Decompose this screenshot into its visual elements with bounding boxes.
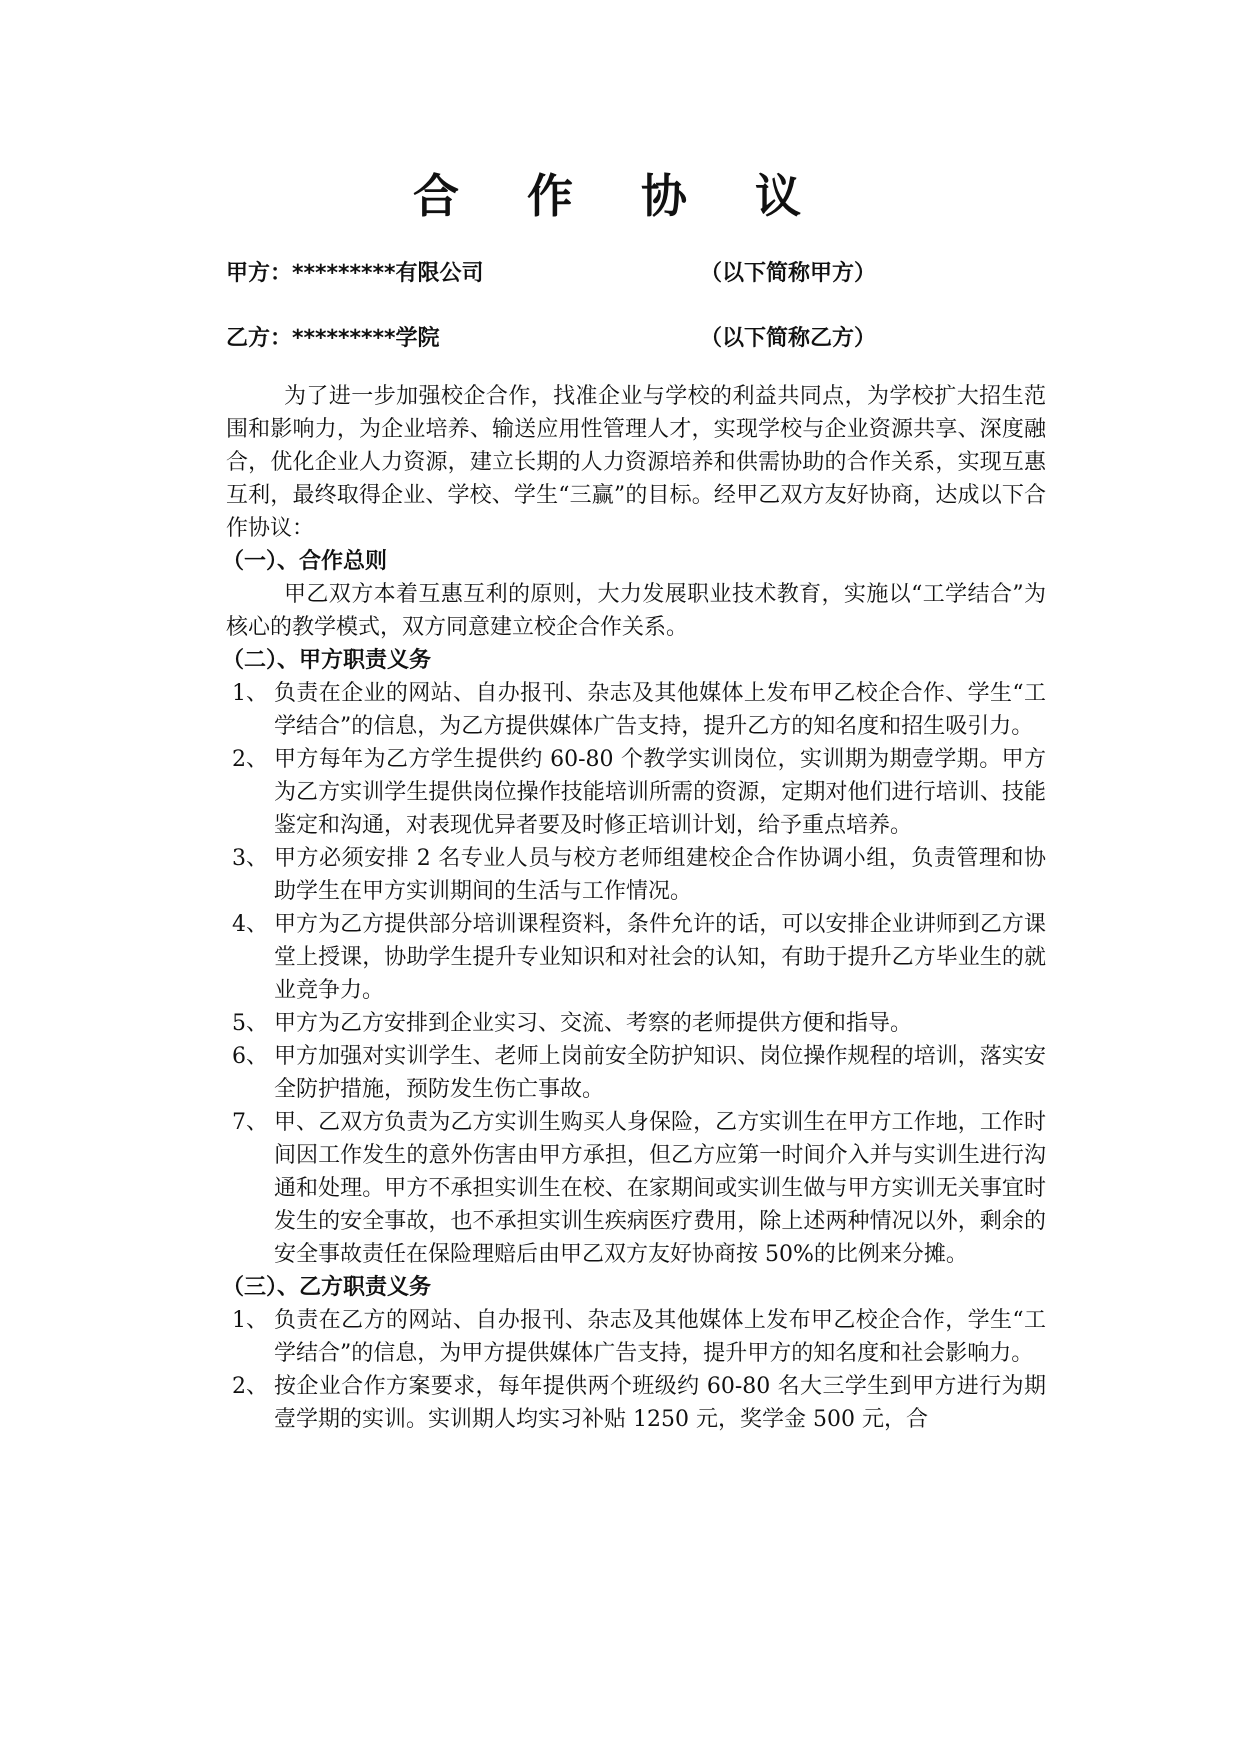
list-item bbox=[232, 1370, 1046, 1436]
intro-paragraph: 为了进一步加强校企合作，找准企业与学校的利益共同点，为学校扩大招生范围和影响力，为企业培养、输送应用性管理人才，实现学校与企业资源共享、深度融合，优化企业人力资源，建立长期的人力资源培养和供需协助的合作关系，实现互惠互利，最终取得企业、学校、学生“三赢”的目标。经甲乙双方友好协商，达成以下合作协议： bbox=[226, 384, 1046, 541]
agreement-body bbox=[222, 380, 1046, 1436]
section-general-paragraph: 甲乙双方本着互惠互利的原则，大力发展职业技术教育，实施以“工学结合”为核心的教学模式，双方同意建立校企合作关系。 bbox=[226, 582, 1046, 640]
list-item bbox=[232, 842, 1046, 908]
list-item bbox=[232, 1106, 1046, 1271]
list-item-text: 甲方每年为乙方学生提供约 60-80 个教学实训岗位，实训期为期壹学期。甲方为乙方实训学生提供岗位操作技能培训所需的资源，定期对他们进行培训、技能鉴定和沟通，对表现优异者要及时修正培训计划，给予重点培养。 bbox=[274, 747, 1046, 838]
section-heading-general: （一）、合作总则 bbox=[222, 549, 388, 574]
list-item-number: 1、 bbox=[232, 1308, 268, 1333]
list-item-number: 4、 bbox=[232, 912, 268, 937]
list-item-text: 按企业合作方案要求，每年提供两个班级约 60-80 名大三学生到甲方进行为期壹学期的实训。实训期人均实习补贴 1250 元，奖学金 500 元，合 bbox=[274, 1374, 1046, 1432]
party-a-name: 甲方：*********有限公司 bbox=[226, 261, 484, 286]
list-item-number: 6、 bbox=[232, 1044, 268, 1069]
list-item-number: 3、 bbox=[232, 846, 268, 871]
party-a-duties-list bbox=[226, 677, 1046, 1271]
list-item-text: 甲方加强对实训学生、老师上岗前安全防护知识、岗位操作规程的培训，落实安全防护措施，预防发生伤亡事故。 bbox=[274, 1044, 1046, 1102]
party-a-line bbox=[226, 257, 1026, 291]
list-item bbox=[232, 1040, 1046, 1106]
party-b-name: 乙方：*********学院 bbox=[226, 326, 440, 351]
list-item-number: 5、 bbox=[232, 1011, 268, 1036]
list-item-text: 负责在企业的网站、自办报刊、杂志及其他媒体上发布甲乙校企合作、学生“工学结合”的信息，为乙方提供媒体广告支持，提升乙方的知名度和招生吸引力。 bbox=[274, 681, 1046, 739]
list-item-text: 负责在乙方的网站、自办报刊、杂志及其他媒体上发布甲乙校企合作，学生“工学结合”的信息，为甲方提供媒体广告支持，提升甲方的知名度和社会影响力。 bbox=[274, 1308, 1046, 1366]
list-item-number: 1、 bbox=[232, 681, 268, 706]
party-a-alias: （以下简称甲方） bbox=[700, 261, 877, 286]
section-heading-party-b-duties: （三）、乙方职责义务 bbox=[222, 1275, 432, 1300]
list-item-text: 甲、乙双方负责为乙方实训生购买人身保险，乙方实训生在甲方工作地，工作时间因工作发生的意外伤害由甲方承担，但乙方应第一时间介入并与实训生进行沟通和处理。甲方不承担实训生在校、在家期间或实训生做与甲方实训无关事宜时发生的安全事故，也不承担实训生疾病医疗费用，除上述两种情况以外，剩余的安全事故责任在保险理赔后由甲乙双方友好协商按 50%的比例来分摊。 bbox=[274, 1110, 1046, 1267]
list-item bbox=[232, 1007, 1046, 1040]
list-item-number: 2、 bbox=[232, 747, 268, 772]
party-b-duties-list bbox=[226, 1304, 1046, 1436]
list-item-number: 7、 bbox=[232, 1110, 268, 1135]
party-b-line bbox=[226, 322, 1026, 356]
list-item bbox=[232, 1304, 1046, 1370]
list-item bbox=[232, 743, 1046, 842]
list-item bbox=[232, 908, 1046, 1007]
list-item bbox=[232, 677, 1046, 743]
list-item-text: 甲方必须安排 2 名专业人员与校方老师组建校企合作协调小组，负责管理和协助学生在甲方实训期间的生活与工作情况。 bbox=[274, 846, 1046, 904]
section-heading-party-a-duties: （二）、甲方职责义务 bbox=[222, 648, 432, 673]
list-item-text: 甲方为乙方提供部分培训课程资料，条件允许的话，可以安排企业讲师到乙方课堂上授课，协助学生提升专业知识和对社会的认知，有助于提升乙方毕业生的就业竞争力。 bbox=[274, 912, 1046, 1003]
document-title: 合 作 协 议 bbox=[412, 169, 828, 223]
party-b-alias: （以下简称乙方） bbox=[700, 326, 877, 351]
list-item-number: 2、 bbox=[232, 1374, 268, 1399]
list-item-text: 甲方为乙方安排到企业实习、交流、考察的老师提供方便和指导。 bbox=[274, 1011, 913, 1036]
